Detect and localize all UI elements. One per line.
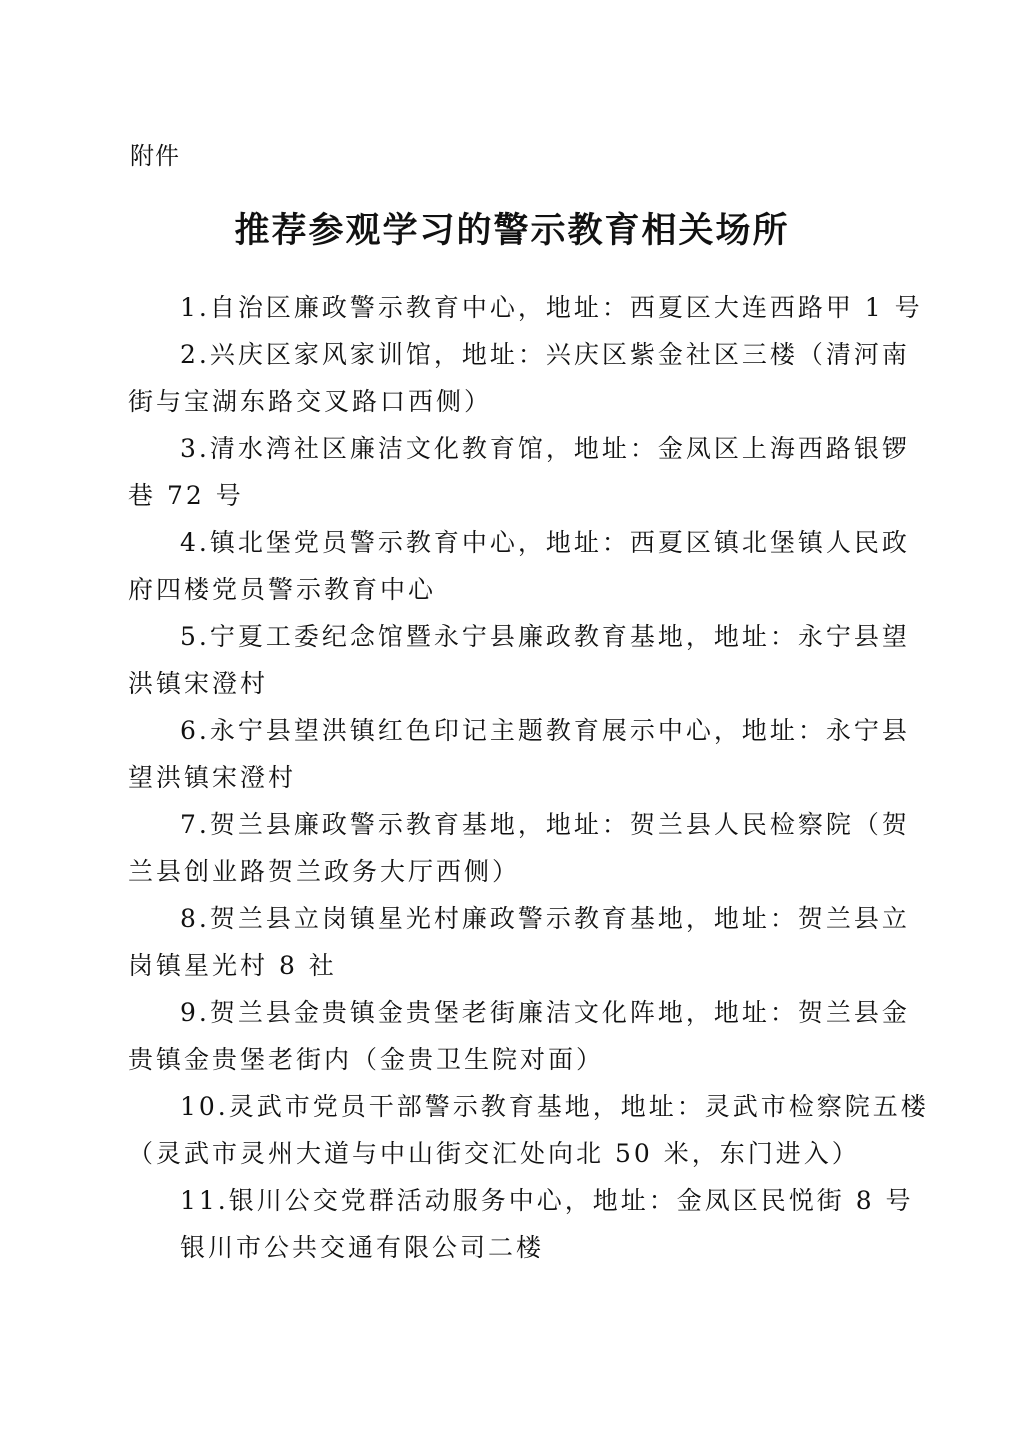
- venue-item-10: [128, 1083, 929, 1177]
- venue-item-continuation: 巷 72 号: [128, 481, 244, 510]
- venue-item-text: 7.贺兰县廉政警示教育基地，地址：贺兰县人民检察院（贺: [180, 810, 910, 839]
- venue-item-text: 10.灵武市党员干部警示教育基地，地址：灵武市检察院五楼: [180, 1092, 929, 1121]
- venue-item-continuation: 府四楼党员警示教育中心: [128, 575, 437, 604]
- venue-item-text: 1.自治区廉政警示教育中心，地址：西夏区大连西路甲 1 号: [180, 293, 923, 322]
- venue-item-text: 9.贺兰县金贵镇金贵堡老街廉洁文化阵地，地址：贺兰县金: [180, 998, 910, 1027]
- venue-item-text: 6.永宁县望洪镇红色印记主题教育展示中心，地址：永宁县: [180, 716, 910, 745]
- venue-item-2: [128, 331, 910, 425]
- venue-item-continuation: 洪镇宋澄村: [128, 669, 269, 698]
- venue-item-5: [128, 613, 910, 707]
- venue-item-7: [128, 801, 910, 895]
- attachment-label: 附件: [130, 142, 180, 170]
- venue-item-1: [128, 284, 923, 331]
- venue-item-11: [128, 1177, 914, 1271]
- venue-item-text: 4.镇北堡党员警示教育中心，地址：西夏区镇北堡镇人民政: [180, 528, 910, 557]
- document-title: 推荐参观学习的警示教育相关场所: [234, 210, 790, 251]
- venue-item-continuation: 兰县创业路贺兰政务大厅西侧）: [128, 857, 521, 886]
- venue-item-4: [128, 519, 910, 613]
- venue-item-3: [128, 425, 910, 519]
- venue-item-continuation: 岗镇星光村 8 社: [128, 951, 337, 980]
- venue-item-9: [128, 989, 910, 1083]
- venue-item-text: 5.宁夏工委纪念馆暨永宁县廉政教育基地，地址：永宁县望: [180, 622, 910, 651]
- venue-item-6: [128, 707, 910, 801]
- venue-item-8: [128, 895, 910, 989]
- venue-item-text: 2.兴庆区家风家训馆，地址：兴庆区紫金社区三楼（清河南: [180, 340, 910, 369]
- venue-item-text: 8.贺兰县立岗镇星光村廉政警示教育基地，地址：贺兰县立: [180, 904, 910, 933]
- venue-item-continuation: 望洪镇宋澄村: [128, 763, 297, 792]
- venue-item-text: 11.银川公交党群活动服务中心，地址：金凤区民悦街 8 号: [180, 1186, 914, 1215]
- venue-list: [128, 284, 929, 1271]
- venue-item-continuation: （灵武市灵州大道与中山街交汇处向北 50 米，东门进入）: [128, 1139, 860, 1168]
- venue-item-continuation: 银川市公共交通有限公司二楼: [180, 1233, 545, 1262]
- venue-item-continuation: 贵镇金贵堡老街内（金贵卫生院对面）: [128, 1045, 605, 1074]
- venue-item-continuation: 街与宝湖东路交叉路口西侧）: [128, 387, 493, 416]
- venue-item-text: 3.清水湾社区廉洁文化教育馆，地址：金凤区上海西路银锣: [180, 434, 910, 463]
